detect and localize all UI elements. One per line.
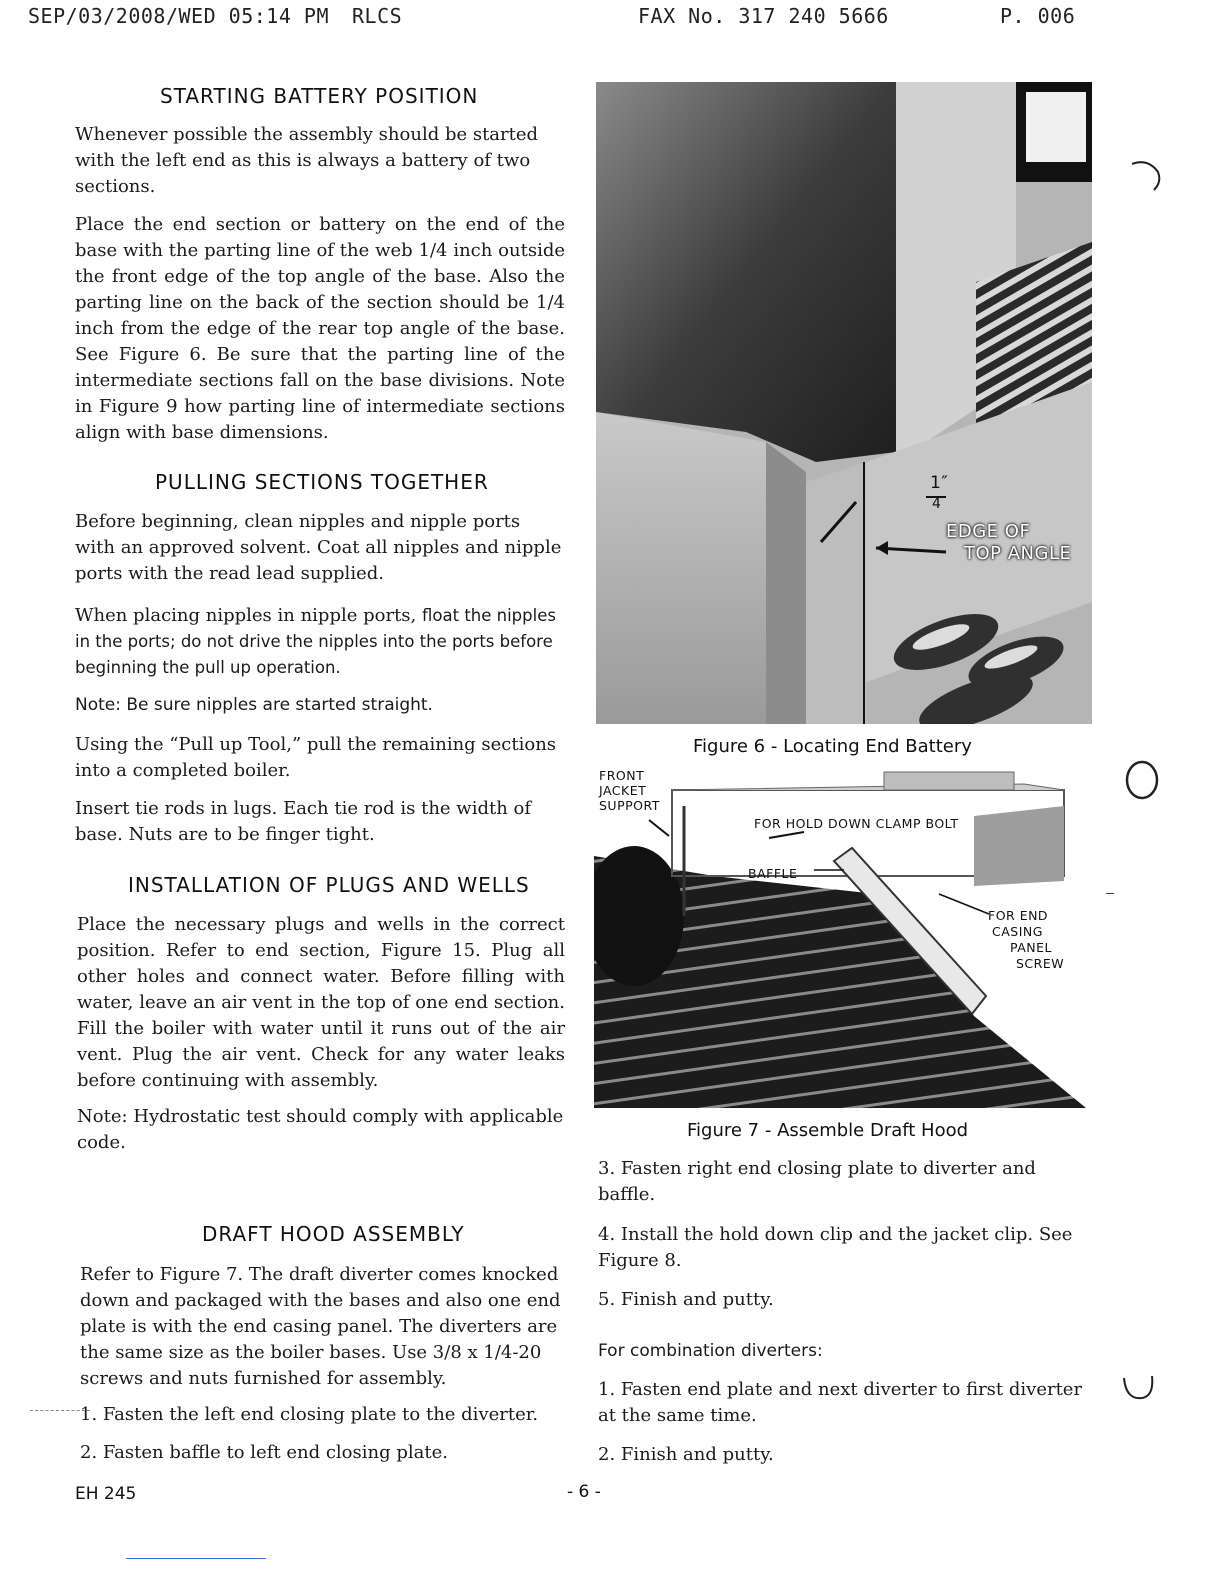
fax-organization: RLCS <box>352 4 403 28</box>
fax-timestamp: SEP/03/2008/WED 05:14 PM <box>28 4 329 28</box>
draft-step-2: 2. Fasten baffle to left end closing plate. <box>80 1442 448 1463</box>
pulling-paragraph-4: Insert tie rods in lugs. Each tie rod is the width of base. Nuts are to be finger tight. <box>75 798 532 845</box>
figure-7-end-casing-label-3: PANEL <box>1010 940 1053 955</box>
figure-6-illustration <box>596 82 1092 724</box>
pulling-paragraph-1: Before beginning, clean nipples and nipple ports with an approved solvent. Coat all nipples and nipple ports with the read lead supplied. <box>75 511 562 584</box>
fax-number: FAX No. 317 240 5666 <box>638 4 889 28</box>
combination-heading: For combination diverters: <box>598 1341 823 1361</box>
figure-7-front-label-3: SUPPORT <box>599 798 660 813</box>
figure-7-caption: Figure 7 - Assemble Draft Hood <box>687 1120 969 1141</box>
draft-paragraph-1: Refer to Figure 7. The draft diverter comes knocked down and packaged with the bases and also one end plate is with the end casing panel. The diverters are the same size as the boiler bases. Use 3/8 x 1/4-20 screws and nuts furnished for assembly. <box>80 1264 561 1389</box>
heading-plugs-wells: INSTALLATION OF PLUGS AND WELLS <box>128 873 530 897</box>
pulling-paragraph-2-start: When placing nipples in nipple ports, <box>75 605 417 626</box>
figure-7-end-casing-label-4: SCREW <box>1016 956 1065 971</box>
draft-step-5: 5. Finish and putty. <box>598 1289 774 1310</box>
figure-6-fraction-denominator: 4 <box>932 496 942 512</box>
figure-6-edge-label-1: EDGE OF <box>946 521 1031 542</box>
figure-7-front-label-2: JACKET <box>599 783 647 798</box>
heading-draft-hood: DRAFT HOOD ASSEMBLY <box>202 1222 465 1246</box>
pulling-note: Note: Be sure nipples are started straight. <box>75 695 433 715</box>
pulling-paragraph-2-emphasis: float the nipples in the ports; do not drive the nipples into the ports before beginning the pull up operation. <box>75 606 556 677</box>
figure-6-caption: Figure 6 - Locating End Battery <box>693 736 972 757</box>
figure-7-front-label-1: FRONT <box>599 768 645 783</box>
document-id: EH 245 <box>75 1484 137 1504</box>
heading-starting-battery: STARTING BATTERY POSITION <box>160 84 479 108</box>
draft-step-3: 3. Fasten right end closing plate to diverter and baffle. <box>598 1158 1036 1205</box>
binder-hole-mark-bottom <box>1118 1368 1162 1412</box>
margin-dash <box>1106 893 1114 894</box>
figure-6-photo <box>596 82 1092 724</box>
draft-step-4: 4. Install the hold down clip and the jacket clip. See Figure 8. <box>598 1224 1073 1271</box>
figure-7-hold-down-label: FOR HOLD DOWN CLAMP BOLT <box>754 816 959 831</box>
figure-7-end-casing-label-2: CASING <box>992 924 1043 939</box>
pulling-paragraph-2 <box>75 603 565 681</box>
bottom-rule <box>126 1558 266 1559</box>
figure-6-fraction-numerator: 1″ <box>930 473 949 493</box>
fax-page: P. 006 <box>1000 4 1076 28</box>
page-edge-mark <box>30 1410 90 1411</box>
pulling-paragraph-3: Using the “Pull up Tool,” pull the remaining sections into a completed boiler. <box>75 734 557 781</box>
binder-hole-mark-top <box>1128 156 1168 196</box>
figure-7-end-casing-label-1: FOR END <box>988 908 1049 923</box>
starting-paragraph-2: Place the end section or battery on the end of the base with the parting line of the web 1/4 inch outside the front edge of the top angle of the base. Also the parting line on the back of the section should be 1/4 inch from the edge of the rear top angle of the base. See Figure 6. Be sure that the parting line of the intermediate sections fall on the base divisions. Note in Figure 9 how parting line of intermediate sections align with base dimensions. <box>75 214 565 443</box>
heading-pulling-sections: PULLING SECTIONS TOGETHER <box>155 470 489 494</box>
combination-step-2: 2. Finish and putty. <box>598 1444 774 1465</box>
combination-step-1: 1. Fasten end plate and next diverter to first diverter at the same time. <box>598 1379 1083 1426</box>
plugs-paragraph-1: Place the necessary plugs and wells in the correct position. Refer to end section, Figure 15. Plug all other holes and connect water. Before filling with water, leave an air vent in the top of one end section. Fill the boiler with water until it runs out of the air vent. Plug the air vent. Check for any water leaks before continuing with assembly. <box>77 914 565 1091</box>
figure-6-edge-label-2: TOP ANGLE <box>964 543 1072 564</box>
page-number: - 6 - <box>567 1482 601 1502</box>
plugs-note: Note: Hydrostatic test should comply with applicable code. <box>77 1106 564 1153</box>
draft-step-1: 1. Fasten the left end closing plate to the diverter. <box>80 1404 539 1425</box>
figure-7-baffle-label: BAFFLE <box>748 866 798 881</box>
starting-paragraph-1: Whenever possible the assembly should be started with the left end as this is always a battery of two sections. <box>75 124 539 197</box>
figure-7-photo <box>594 766 1086 1108</box>
binder-hole-mark-middle <box>1120 758 1164 802</box>
